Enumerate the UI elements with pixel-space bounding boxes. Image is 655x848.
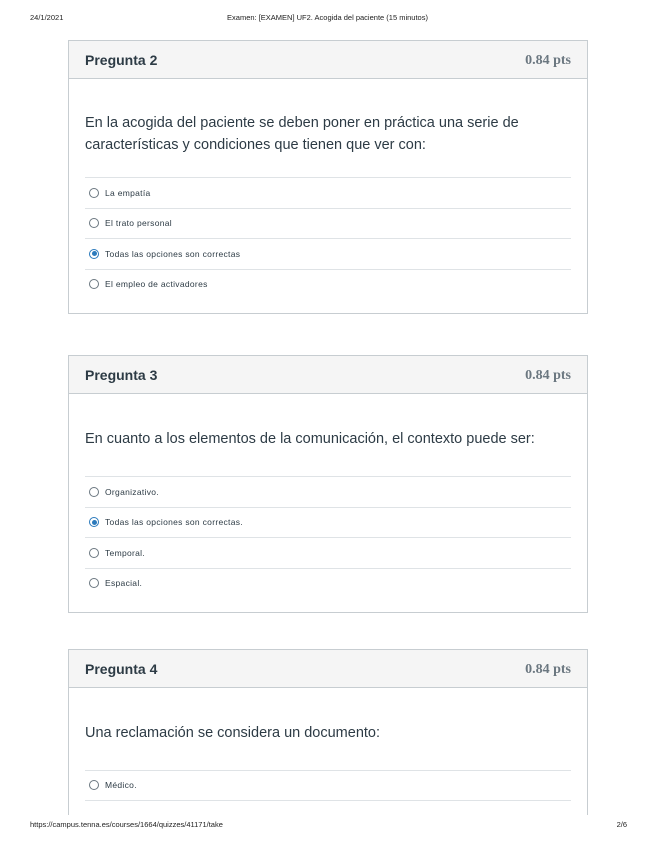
answer-label: Médico. — [105, 780, 137, 791]
answer-option[interactable] — [85, 537, 571, 568]
quiz-viewport — [0, 40, 655, 815]
answer-option[interactable] — [85, 770, 571, 801]
print-date: 24/1/2021 — [30, 13, 64, 22]
question-card-4 — [68, 649, 588, 815]
answer-list — [85, 770, 571, 815]
answer-option[interactable] — [85, 208, 571, 239]
radio-button[interactable] — [89, 218, 99, 228]
answer-label: Todas las opciones son correctas — [105, 248, 241, 259]
question-header — [69, 650, 587, 688]
question-text — [85, 688, 571, 770]
radio-button[interactable] — [89, 487, 99, 497]
question-body — [69, 79, 587, 313]
question-points: 0.84 pts — [525, 368, 571, 383]
answer-label: Todas las opciones son correctas. — [105, 517, 243, 528]
question-text — [85, 394, 571, 476]
radio-button[interactable] — [89, 548, 99, 558]
answer-option[interactable] — [85, 507, 571, 538]
print-title: Examen: [EXAMEN] UF2. Acogida del paciente (15 minutos) — [227, 13, 428, 22]
print-header — [0, 13, 655, 25]
answer-label: La empatía — [105, 187, 151, 198]
radio-button[interactable] — [89, 279, 99, 289]
question-name: Pregunta 3 — [85, 367, 158, 383]
question-text-line: En la acogida del paciente se deben poner en práctica una serie de — [85, 115, 519, 131]
print-footer — [0, 820, 655, 832]
question-text-line: En cuanto a los elementos de la comunicación, el contexto puede ser: — [85, 431, 535, 447]
radio-button-selected[interactable] — [89, 517, 99, 527]
answer-option[interactable] — [85, 568, 571, 599]
answer-option[interactable] — [85, 476, 571, 507]
question-card-2 — [68, 40, 588, 314]
question-name: Pregunta 2 — [85, 52, 158, 68]
question-text — [85, 79, 571, 177]
question-header — [69, 356, 587, 394]
question-text-line: Una reclamación se considera un documento: — [85, 725, 380, 741]
question-points: 0.84 pts — [525, 662, 571, 677]
answer-list — [85, 177, 571, 313]
answer-label: Organizativo. — [105, 486, 159, 497]
radio-button-selected[interactable] — [89, 249, 99, 259]
question-body — [69, 688, 587, 815]
question-points: 0.84 pts — [525, 53, 571, 68]
answer-list — [85, 476, 571, 612]
answer-label: Temporal. — [105, 547, 146, 558]
question-body — [69, 394, 587, 612]
answer-option[interactable] — [85, 177, 571, 208]
radio-button[interactable] — [89, 578, 99, 588]
answer-label: El trato personal — [105, 218, 172, 229]
question-text-line: características y condiciones que tienen que ver con: — [85, 137, 426, 153]
question-header — [69, 41, 587, 79]
question-name: Pregunta 4 — [85, 661, 158, 677]
radio-button[interactable] — [89, 188, 99, 198]
radio-button[interactable] — [89, 780, 99, 790]
question-card-3 — [68, 355, 588, 613]
answer-option[interactable] — [85, 238, 571, 269]
answer-option[interactable] — [85, 269, 571, 300]
answer-label: Espacial. — [105, 578, 143, 589]
print-url: https://campus.tenna.es/courses/1664/quizzes/41171/take — [30, 820, 223, 829]
print-page-number: 2/6 — [616, 820, 627, 829]
answer-label: El empleo de activadores — [105, 279, 208, 290]
